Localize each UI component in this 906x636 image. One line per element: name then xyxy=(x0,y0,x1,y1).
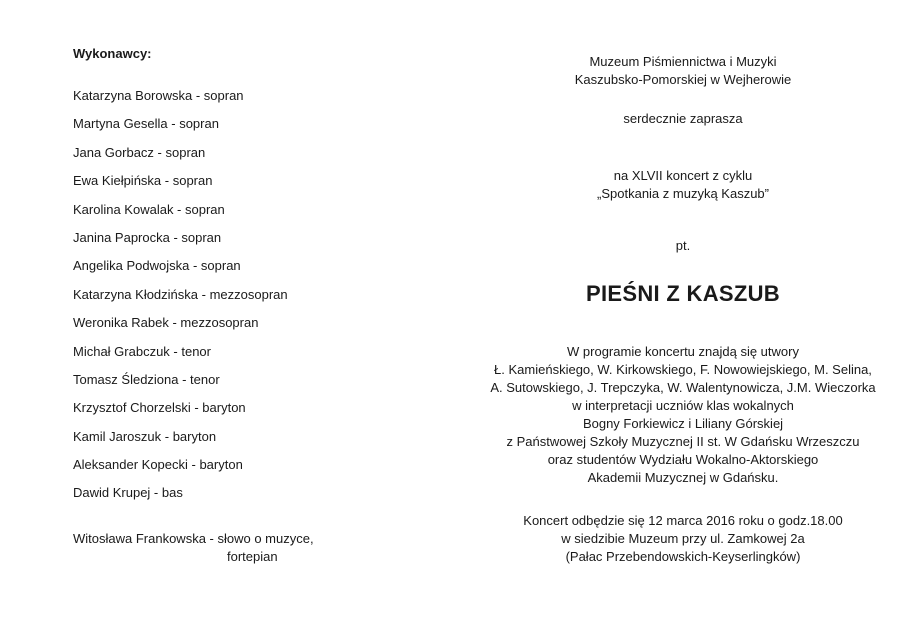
pianist-role: fortepian xyxy=(227,548,278,564)
performer-item: Jana Gorbacz - sopran xyxy=(73,144,206,160)
performers-list xyxy=(73,82,403,508)
concert-details: Koncert odbędzie się 12 marca 2016 roku o godz.18.00 w siedzibie Muzeum przy ul. Zamkowej 2a (Pałac Przebendowskich-Keyserlingków) xyxy=(523,513,843,564)
pt-label: pt. xyxy=(675,238,691,253)
concert-series: na XLVII koncert z cyklu „Spotkania z muzyką Kaszub” xyxy=(597,168,769,201)
performer-item: Angelika Podwojska - sopran xyxy=(73,258,241,274)
performers-column xyxy=(73,44,403,566)
performer-item: Weronika Rabek - mezzosopran xyxy=(73,315,259,331)
performer-item: Ewa Kiełpińska - sopran xyxy=(73,173,213,189)
performer-item: Janina Paprocka - sopran xyxy=(73,229,222,245)
performer-item: Katarzyna Borowska - sopran xyxy=(73,88,244,103)
pianist-credit xyxy=(73,530,403,566)
performer-item: Michał Grabczuk - tenor xyxy=(73,343,211,359)
performer-item: Tomasz Śledziona - tenor xyxy=(73,371,220,387)
performer-item: Aleksander Kopecki - baryton xyxy=(73,457,243,473)
invite-text: serdecznie zaprasza xyxy=(623,111,743,126)
performers-heading: Wykonawcy: xyxy=(73,46,152,61)
museum-name: Muzeum Piśmiennictwa i Muzyki Kaszubsko-Pomorskiej w Wejherowie xyxy=(574,54,792,87)
performer-item: Karolina Kowalak - sopran xyxy=(73,201,225,217)
performer-item: Martyna Gesella - sopran xyxy=(73,116,219,132)
performer-item: Dawid Krupej - bas xyxy=(73,485,183,501)
pianist-line: Witosława Frankowska - słowo o muzyce, xyxy=(73,530,314,546)
performer-item: Kamil Jaroszuk - baryton xyxy=(73,428,217,444)
performer-item: Krzysztof Chorzelski - baryton xyxy=(73,400,246,416)
concert-title: PIEŚNI Z KASZUB xyxy=(586,281,780,306)
program-text: W programie koncertu znajdą się utwory Ł. Kamieńskiego, W. Kirkowskiego, F. Nowowiejskiego, M. Selina, A. Sutowskiego, J. Trepczyka, W. Walentynowicza, J.M. Wieczorka w interpretacji uczniów klas wokalnych Bogny Forkiewicz i Liliany Górskiej z Państwowej Szkoły Muzycznej II st. W Gdańsku Wrzeszczu oraz studentów Wydziału Wokalno-Aktorskiego Akademii Muzycznej w Gdańsku. xyxy=(490,344,876,485)
performer-item: Katarzyna Kłodzińska - mezzosopran xyxy=(73,286,288,302)
